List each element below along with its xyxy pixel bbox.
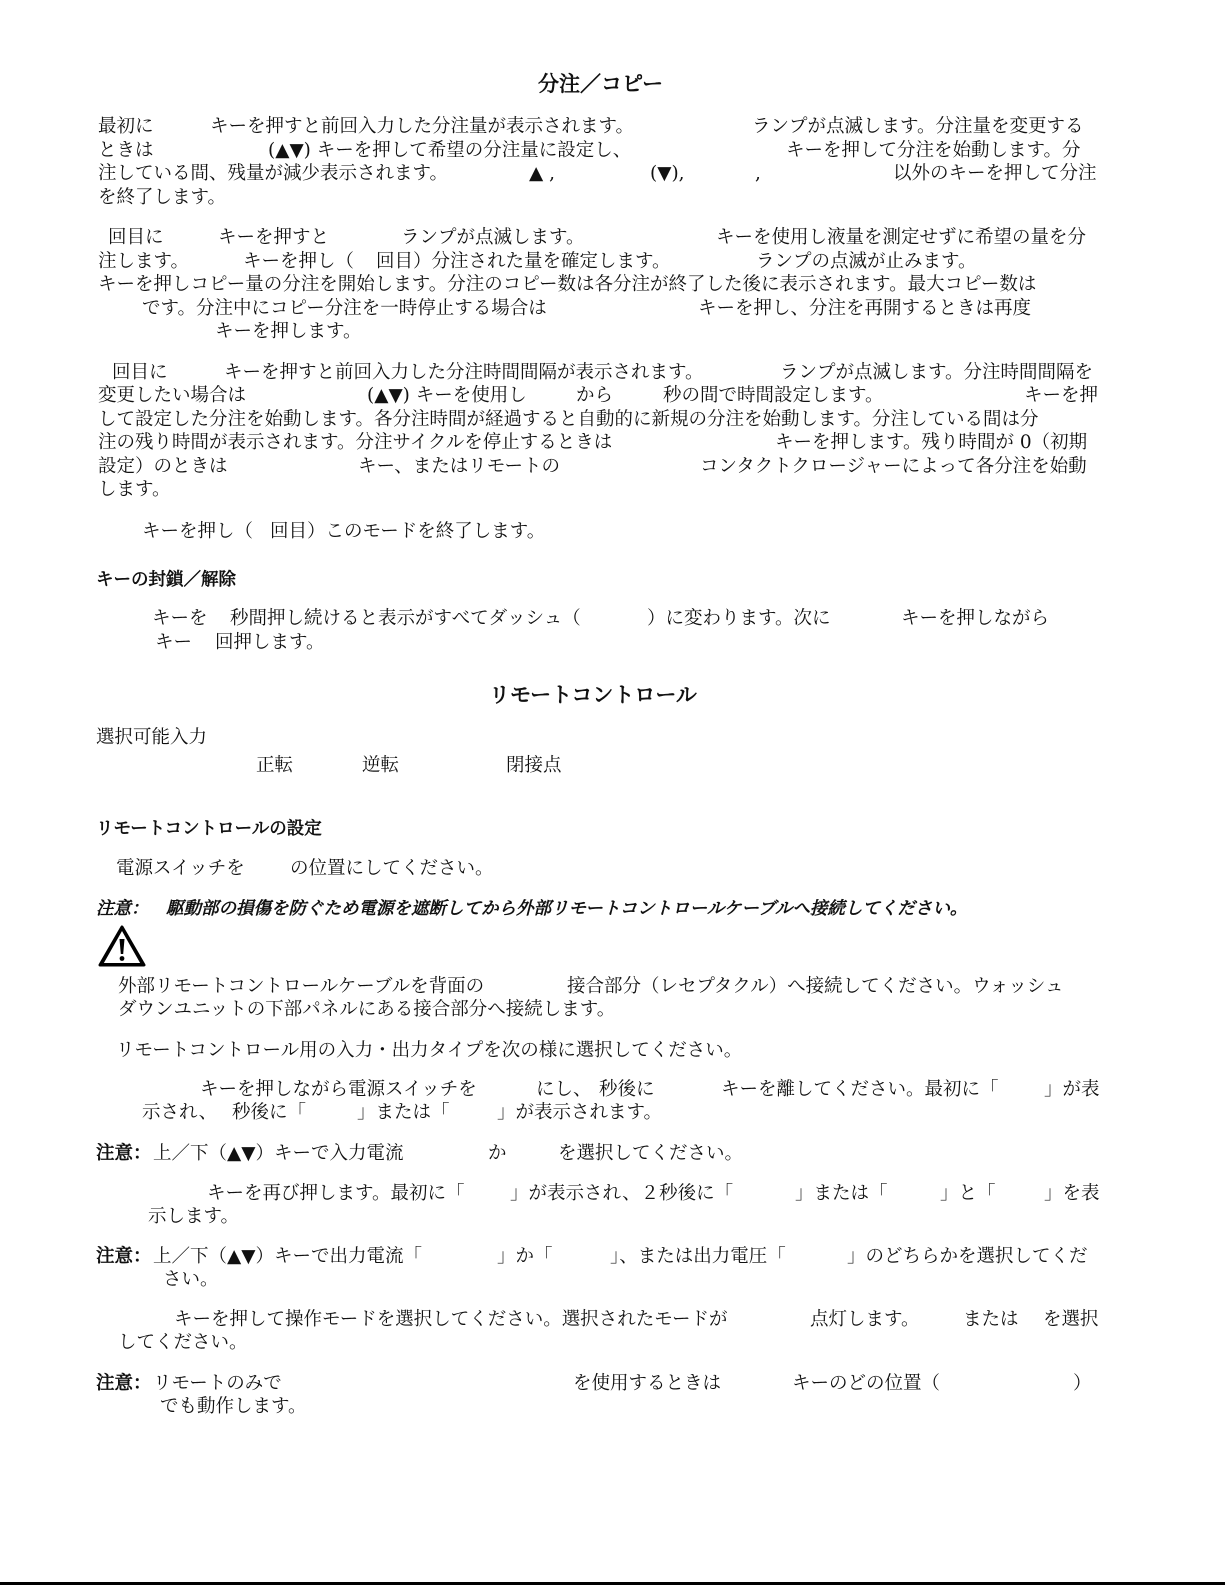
text: します。 [98, 479, 171, 500]
text: , [755, 163, 761, 184]
text: (▲▼) キーを使用し [367, 385, 527, 406]
section-title-remote: リモートコントロール [489, 683, 697, 707]
text: ランプが点滅します。 [401, 227, 585, 248]
text: キーを押しながら [901, 608, 1050, 629]
text: キーを押しながら電源スイッチを [200, 1079, 477, 1100]
text: 」、または出力電圧「 [610, 1246, 786, 1267]
input-reverse: 逆転 [362, 755, 400, 776]
text: 」が表示されます。 [497, 1102, 663, 1123]
text: 回押します。 [215, 632, 325, 653]
text: 外部リモートコントロールケーブルを背面の [118, 976, 485, 997]
text: から [576, 385, 614, 406]
text: 秒後に [599, 1079, 655, 1100]
text: を選択 [1043, 1309, 1099, 1330]
text: 回目に [108, 227, 164, 248]
text: キーを押し（ [142, 521, 254, 542]
text: 電源スイッチを [116, 858, 245, 879]
text: ダウンユニットの下部パネルにある接合部分へ接続します。 [118, 999, 616, 1020]
text: 注の残り時間が表示されます。分注サイクルを停止するときは [98, 432, 613, 453]
text: 上／下（▲▼）キーで入力電流 [153, 1143, 404, 1164]
heading-remote-setup: リモートコントロールの設定 [96, 819, 322, 839]
text: 点灯します。 [810, 1309, 920, 1330]
text: 回目）このモードを終了します。 [270, 521, 546, 542]
text: キーを再び押します。最初に「 [207, 1183, 465, 1204]
text: 注している間、残量が減少表示されます。 [98, 163, 449, 184]
text: 示します。 [148, 1206, 240, 1227]
text: キーを離してください。最初に「 [721, 1079, 999, 1100]
text: キー、またはリモートの [358, 456, 561, 477]
text: 注します。 [98, 251, 190, 272]
text: または [963, 1309, 1019, 1330]
text: 」が表示され、２秒後に「 [510, 1183, 734, 1204]
section-title-dispense: 分注／コピー [538, 72, 664, 96]
text: さい。 [163, 1269, 219, 1290]
text: キーを [152, 608, 208, 629]
text: ランプの点滅が止みます。 [756, 251, 977, 272]
warning-triangle-icon [98, 924, 146, 968]
text: を選択してください。 [558, 1143, 744, 1164]
text: 以外のキーを押して分注 [893, 163, 1097, 184]
text: 」のどちらかを選択してくだ [847, 1246, 1088, 1267]
text: キーを押し、分注を再開するときは再度 [698, 298, 1032, 319]
text: の位置にしてください。 [290, 858, 494, 879]
text: ▲ , [529, 163, 555, 184]
text: でも動作します。 [160, 1396, 307, 1417]
text: キー [155, 632, 193, 653]
note-label: 注意： [96, 1143, 152, 1164]
caution-label: 注意： [96, 899, 149, 919]
text: キーを押して操作モードを選択してください。選択されたモードが [174, 1309, 728, 1330]
inputs-label: 選択可能入力 [96, 727, 208, 748]
text: を終了します。 [98, 187, 227, 208]
text: 」または「 [357, 1102, 450, 1123]
text: にし、 [536, 1079, 592, 1100]
text: 設定）のときは [98, 456, 228, 477]
caution-text: 駆動部の損傷を防ぐため電源を遮断してから外部リモートコントロールケーブルへ接続してください。 [166, 899, 968, 919]
note-label: 注意： [96, 1373, 152, 1394]
text: ランプが点滅します。分注時間間隔を [780, 362, 1094, 383]
heading-key-lock: キーの封鎖／解除 [96, 570, 236, 590]
text: 示され、 [142, 1102, 218, 1123]
text: キーを押すと前回入力した分注時間間隔が表示されます。 [224, 362, 704, 383]
text: か [488, 1143, 507, 1164]
text: リモートのみで [153, 1373, 282, 1394]
note-label: 注意： [96, 1246, 152, 1267]
text: キーを押 [1024, 385, 1099, 406]
text: 接合部分（レセプタクル）へ接続してください。ウォッシュ [567, 976, 1064, 997]
text: して設定した分注を始動します。各分注時間が経過すると自動的に新規の分注を始動します。分注している間は分 [98, 409, 1039, 430]
text: キーを使用し液量を測定せずに希望の量を分 [716, 227, 1087, 248]
text: ランプが点滅します。分注量を変更する [752, 116, 1084, 137]
text: (▲▼) キーを押して希望の分注量に設定し、 [268, 140, 632, 161]
text: 」を表 [1044, 1183, 1100, 1204]
text: キーを押し（ [243, 251, 355, 272]
text: 最初に [98, 116, 154, 137]
text: です。分注中にコピー分注を一時停止する場合は [142, 298, 547, 319]
text: を使用するときは [573, 1373, 722, 1394]
text: キーを押します。 [215, 321, 362, 342]
text: 回目）分注された量を確定します。 [376, 251, 671, 272]
text: キーのどの位置（ [792, 1373, 941, 1394]
text: (▼), [650, 163, 685, 184]
text: 」または「 [795, 1183, 888, 1204]
text: 秒の間で時間設定します。 [663, 385, 884, 406]
text: ）に変わります。次に [647, 608, 831, 629]
text: 秒後に「 [232, 1102, 307, 1123]
text: 」か「 [497, 1246, 553, 1267]
text: キーを押します。残り時間が 0（初期 [775, 432, 1088, 453]
text: 」が表 [1044, 1079, 1100, 1100]
text: リモートコントロール用の入力・出力タイプを次の様に選択してください。 [116, 1040, 743, 1061]
input-forward: 正転 [256, 755, 294, 776]
text: キーを押して分注を始動します。分 [786, 140, 1081, 161]
text: 」と「 [940, 1183, 996, 1204]
text: してください。 [118, 1332, 248, 1353]
text: キーを押しコピー量の分注を開始します。分注のコピー数は各分注が終了した後に表示されます。最大コピー数は [98, 274, 1037, 295]
text: コンタクトクロージャーによって各分注を始動 [700, 456, 1087, 477]
text: キーを押すと前回入力した分注量が表示されます。 [210, 116, 635, 137]
text: 秒間押し続けると表示がすべてダッシュ（ [230, 608, 581, 629]
input-contact: 閉接点 [506, 755, 562, 776]
text: ） [1073, 1373, 1092, 1394]
text: ときは [98, 140, 154, 161]
text: 上／下（▲▼）キーで出力電流「 [153, 1246, 422, 1267]
text: 回目に [112, 362, 168, 383]
text: キーを押すと [218, 227, 330, 248]
text: 変更したい場合は [98, 385, 247, 406]
